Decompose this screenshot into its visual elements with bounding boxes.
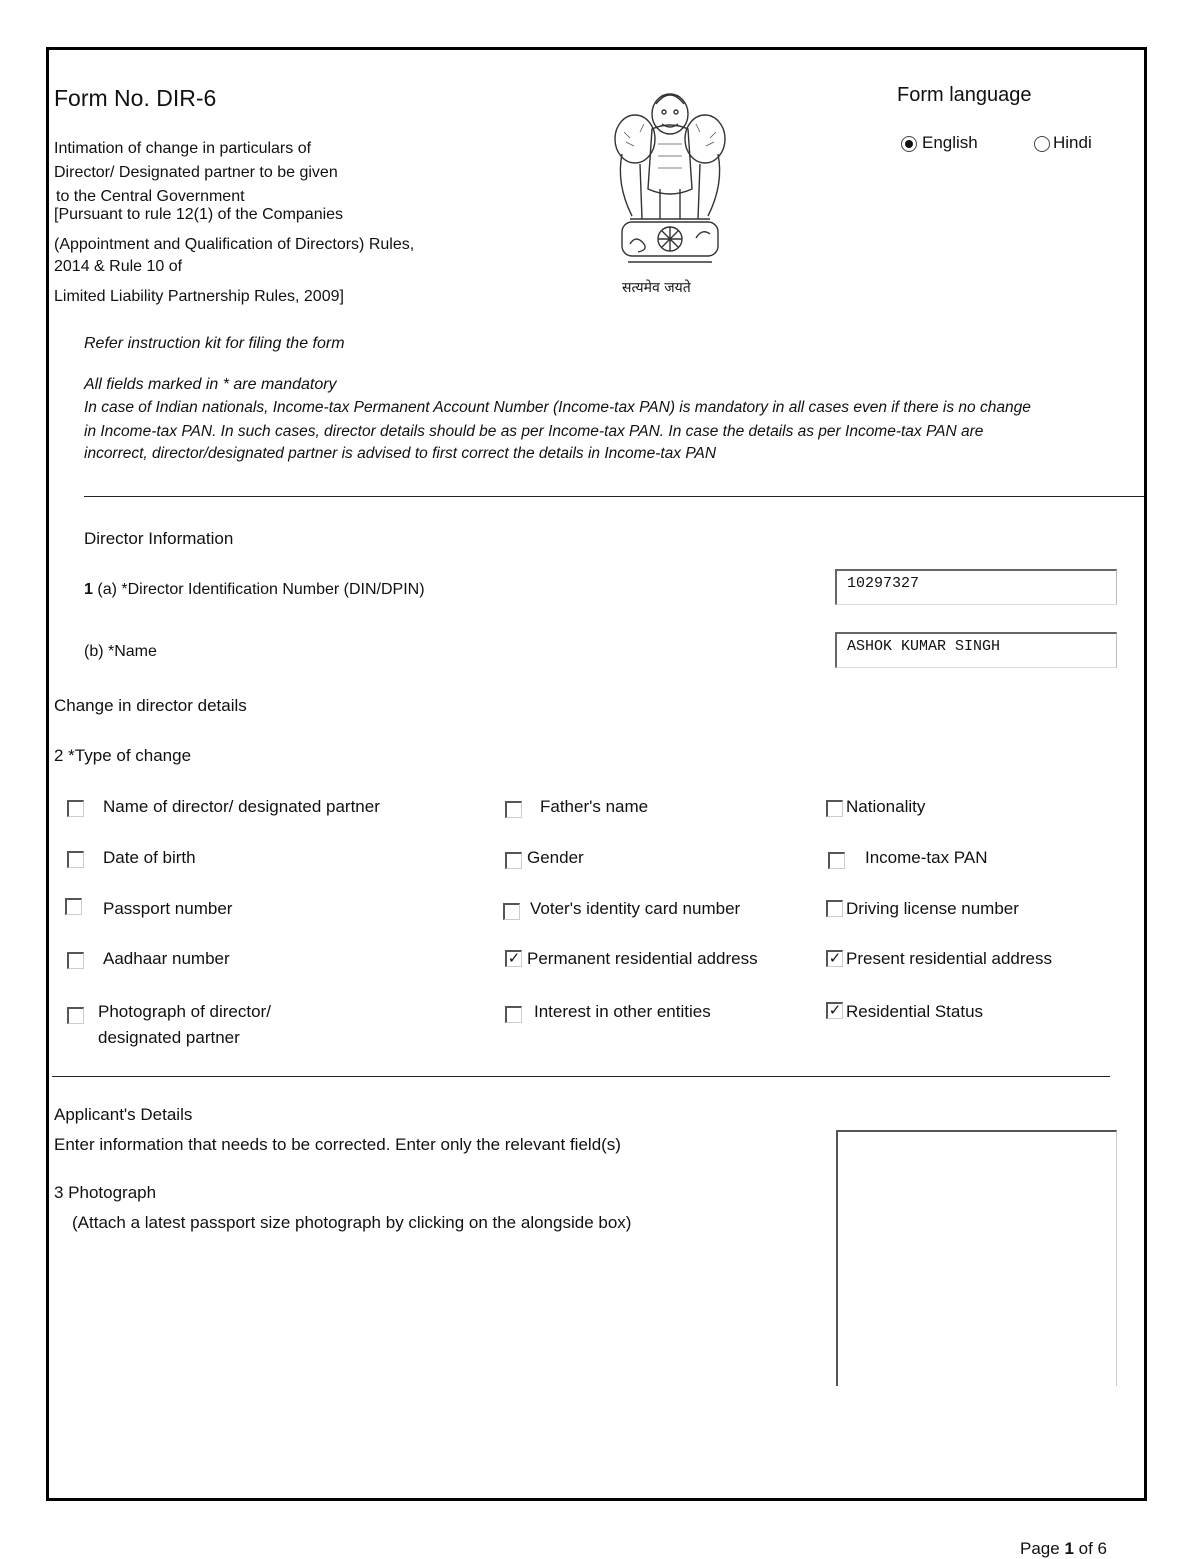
- option-label: Voter's identity card number: [530, 899, 741, 918]
- checkbox-fathers-name[interactable]: [505, 801, 522, 818]
- type-of-change-label: 2 *Type of change: [54, 746, 192, 765]
- state-emblem: [600, 84, 740, 299]
- option-label: Photograph of director/: [98, 1002, 271, 1021]
- applicant-heading: Applicant's Details: [54, 1105, 193, 1124]
- photograph-upload-box[interactable]: [836, 1130, 1117, 1386]
- lion-capital-icon: [600, 84, 740, 284]
- checkbox-driving-license[interactable]: [826, 900, 843, 917]
- checkbox-photograph[interactable]: [67, 1007, 84, 1024]
- checkbox-voter-id[interactable]: [503, 903, 520, 920]
- din-label-text: (a) *Director Identification Number (DIN/DPIN): [97, 581, 425, 598]
- checkbox-present-address[interactable]: ✓: [826, 950, 843, 967]
- din-label: [84, 581, 425, 599]
- option-label: Nationality: [846, 797, 926, 816]
- form-number: Form No. DIR-6: [54, 85, 217, 111]
- checkbox-gender[interactable]: [505, 852, 522, 869]
- language-option-english: English: [922, 133, 978, 152]
- name-input[interactable]: ASHOK KUMAR SINGH: [835, 632, 1117, 668]
- option-label: Gender: [527, 848, 584, 867]
- radio-hindi[interactable]: [1034, 136, 1050, 152]
- instruction-pan: incorrect, director/designated partner is advised to first correct the details in Income-tax PAN: [84, 445, 717, 462]
- option-label: Income-tax PAN: [865, 848, 988, 867]
- option-label: Father's name: [540, 797, 649, 816]
- rule-reference: [Pursuant to rule 12(1) of the Companies: [54, 206, 344, 223]
- radio-english[interactable]: [901, 136, 917, 152]
- page-suffix: of 6: [1073, 1539, 1107, 1558]
- photograph-hint: (Attach a latest passport size photograph by clicking on the alongside box): [72, 1213, 632, 1232]
- instruction-pan: In case of Indian nationals, Income-tax Permanent Account Number (Income-tax PAN) is mandatory in all cases even if there is no change: [84, 399, 1031, 416]
- form-subtitle: Intimation of change in particulars of: [54, 140, 312, 157]
- applicant-note: Enter information that needs to be corrected. Enter only the relevant field(s): [54, 1135, 621, 1154]
- director-info-heading: Director Information: [84, 529, 234, 548]
- checkbox-nationality[interactable]: [826, 800, 843, 817]
- checkbox-passport-number[interactable]: [65, 898, 82, 915]
- option-label: Interest in other entities: [534, 1002, 711, 1021]
- rule-reference: (Appointment and Qualification of Directors) Rules,: [54, 236, 415, 253]
- current-page: 1: [1064, 1539, 1074, 1558]
- option-label: Name of director/ designated partner: [103, 797, 380, 816]
- page-number: [1020, 1539, 1107, 1559]
- option-label: Driving license number: [846, 899, 1019, 918]
- option-label: Residential Status: [846, 1002, 984, 1021]
- checkbox-income-tax-pan[interactable]: [828, 852, 845, 869]
- option-label: Aadhaar number: [103, 949, 230, 968]
- checkbox-date-of-birth[interactable]: [67, 851, 84, 868]
- divider: [52, 1076, 1110, 1077]
- form-language-label: Form language: [897, 84, 1032, 106]
- option-label: Present residential address: [846, 949, 1053, 968]
- option-label: Date of birth: [103, 848, 196, 867]
- name-label: (b) *Name: [84, 643, 157, 660]
- form-subtitle: Director/ Designated partner to be given: [54, 164, 338, 181]
- instruction-mandatory: All fields marked in * are mandatory: [84, 376, 337, 393]
- checkbox-permanent-address[interactable]: ✓: [505, 950, 522, 967]
- emblem-motto: सत्यमेव जयते: [622, 280, 691, 296]
- instruction-refer: Refer instruction kit for filing the form: [84, 335, 345, 352]
- form-subtitle: to the Central Government: [56, 188, 245, 205]
- checkbox-interest-other-entities[interactable]: [505, 1006, 522, 1023]
- instruction-pan: in Income-tax PAN. In such cases, director details should be as per Income-tax PAN. In case the details as per Income-tax PAN are: [84, 423, 984, 440]
- change-heading: Change in director details: [54, 696, 247, 715]
- checkbox-residential-status[interactable]: ✓: [826, 1002, 843, 1019]
- photograph-label: 3 Photograph: [54, 1183, 157, 1202]
- din-number: 1: [84, 581, 93, 598]
- rule-reference: Limited Liability Partnership Rules, 2009]: [54, 288, 344, 305]
- option-label: Passport number: [103, 899, 233, 918]
- option-label: Permanent residential address: [527, 949, 758, 968]
- divider: [84, 496, 1144, 497]
- checkbox-aadhaar-number[interactable]: [67, 952, 84, 969]
- page-prefix: Page: [1020, 1539, 1065, 1558]
- option-label: designated partner: [98, 1028, 240, 1047]
- checkbox-name-of-director[interactable]: [67, 800, 84, 817]
- din-input[interactable]: 10297327: [835, 569, 1117, 605]
- radio-selected-dot: [905, 140, 913, 148]
- rule-reference: 2014 & Rule 10 of: [54, 258, 183, 275]
- language-option-hindi: Hindi: [1053, 133, 1092, 152]
